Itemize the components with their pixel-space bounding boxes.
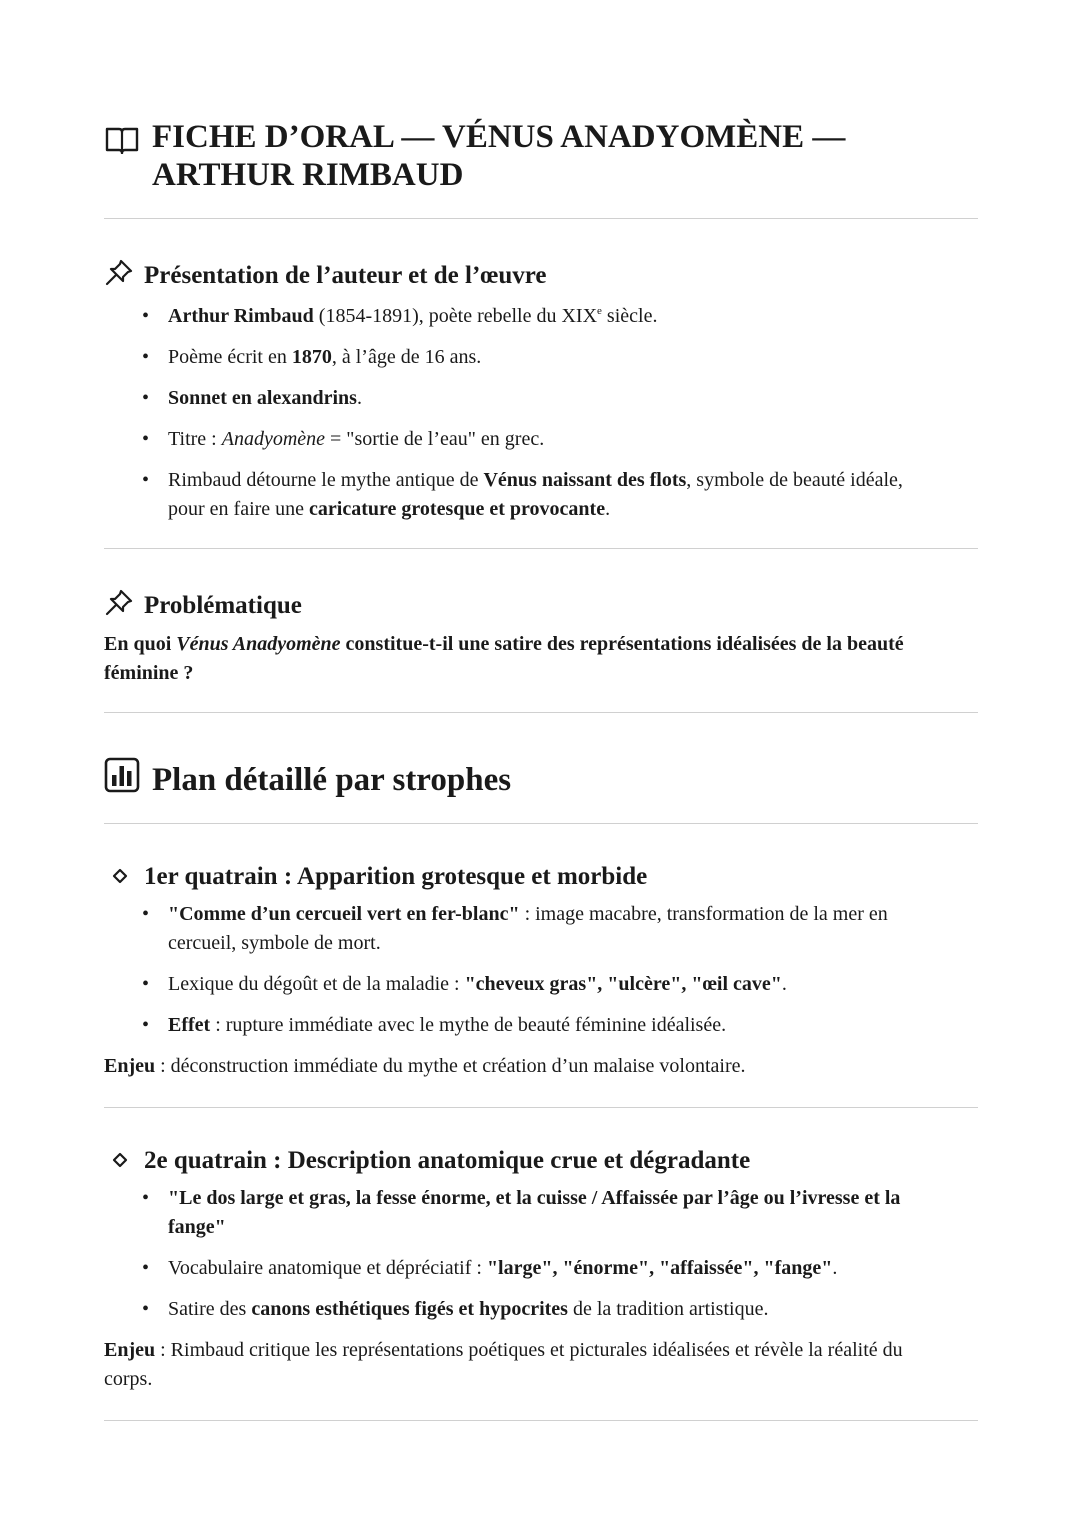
title-line-2: ARTHUR RIMBAUD: [152, 157, 464, 193]
divider: [104, 218, 978, 219]
list-item: • "Le dos large et gras, la fesse énorme, et la cuisse / Affaissée par l’âge ou l’ivresse et la fange": [142, 1187, 901, 1238]
list-item: • Lexique du dégoût et de la maladie : "cheveux gras", "ulcère", "œil cave".: [142, 973, 787, 995]
document-body: [104, 118, 978, 1421]
problematique-text: En quoi Vénus Anadyomène constitue-t-il une satire des représentations idéalisées de la beauté féminine ?: [104, 633, 904, 684]
section-heading-text: Présentation de l’auteur et de l’œuvre: [144, 262, 547, 289]
enjeu-text: Enjeu : Rimbaud critique les représentations poétiques et picturales idéalisées et révèle la réalité du corps.: [104, 1339, 903, 1390]
subsection-heading-strophe-1: [104, 862, 978, 892]
list-item: • Arthur Rimbaud (1854-1891), poète rebelle du XIXe siècle.: [142, 305, 658, 327]
divider: [104, 712, 978, 713]
list-item: • Poème écrit en 1870, à l’âge de 16 ans.: [142, 346, 482, 368]
subsection-heading-text: 1er quatrain : Apparition grotesque et morbide: [144, 863, 648, 890]
list-item: • Effet : rupture immédiate avec le mythe de beauté féminine idéalisée.: [142, 1014, 727, 1036]
pushpin-icon: [104, 258, 134, 294]
section-heading-plan: [104, 757, 978, 803]
strophe-1-list: [104, 900, 978, 1040]
pushpin-icon: [104, 588, 134, 624]
title-line-1: FICHE D’ORAL — VÉNUS ANADYOMÈNE —: [152, 119, 846, 155]
section-heading-problematique: [104, 588, 978, 624]
section-heading-text: Plan détaillé par strophes: [152, 762, 512, 798]
list-item: • Vocabulaire anatomique et dépréciatif : "large", "énorme", "affaissée", "fange".: [142, 1257, 838, 1279]
page-title: [104, 118, 978, 194]
enjeu-text: Enjeu : déconstruction immédiate du mythe et création d’un malaise volontaire.: [104, 1055, 746, 1077]
diamond-icon: [112, 1146, 128, 1176]
divider: [104, 1107, 978, 1108]
strophe-2-list: [104, 1184, 978, 1324]
subsection-heading-strophe-2: [104, 1146, 978, 1176]
diamond-icon: [112, 862, 128, 892]
section-heading-presentation: [104, 258, 978, 294]
section-heading-text: Problématique: [144, 592, 302, 619]
list-item: • Satire des canons esthétiques figés et hypocrites de la tradition artistique.: [142, 1298, 769, 1320]
open-book-icon: [104, 125, 140, 163]
divider: [104, 548, 978, 549]
list-item: • "Comme d’un cercueil vert en fer-blanc" : image macabre, transformation de la mer en cercueil, symbole de mort.: [142, 903, 888, 954]
list-item: • Sonnet en alexandrins.: [142, 387, 362, 409]
list-item: • Titre : Anadyomène = "sortie de l’eau" en grec.: [142, 428, 545, 450]
presentation-list: [104, 302, 978, 524]
list-item: • Rimbaud détourne le mythe antique de Vénus naissant des flots, symbole de beauté idéale, pour en faire une caricature grotesque et provocante.: [142, 469, 903, 520]
divider: [104, 1420, 978, 1421]
divider: [104, 823, 978, 824]
subsection-heading-text: 2e quatrain : Description anatomique crue et dégradante: [144, 1147, 751, 1174]
bar-chart-icon: [104, 757, 140, 803]
